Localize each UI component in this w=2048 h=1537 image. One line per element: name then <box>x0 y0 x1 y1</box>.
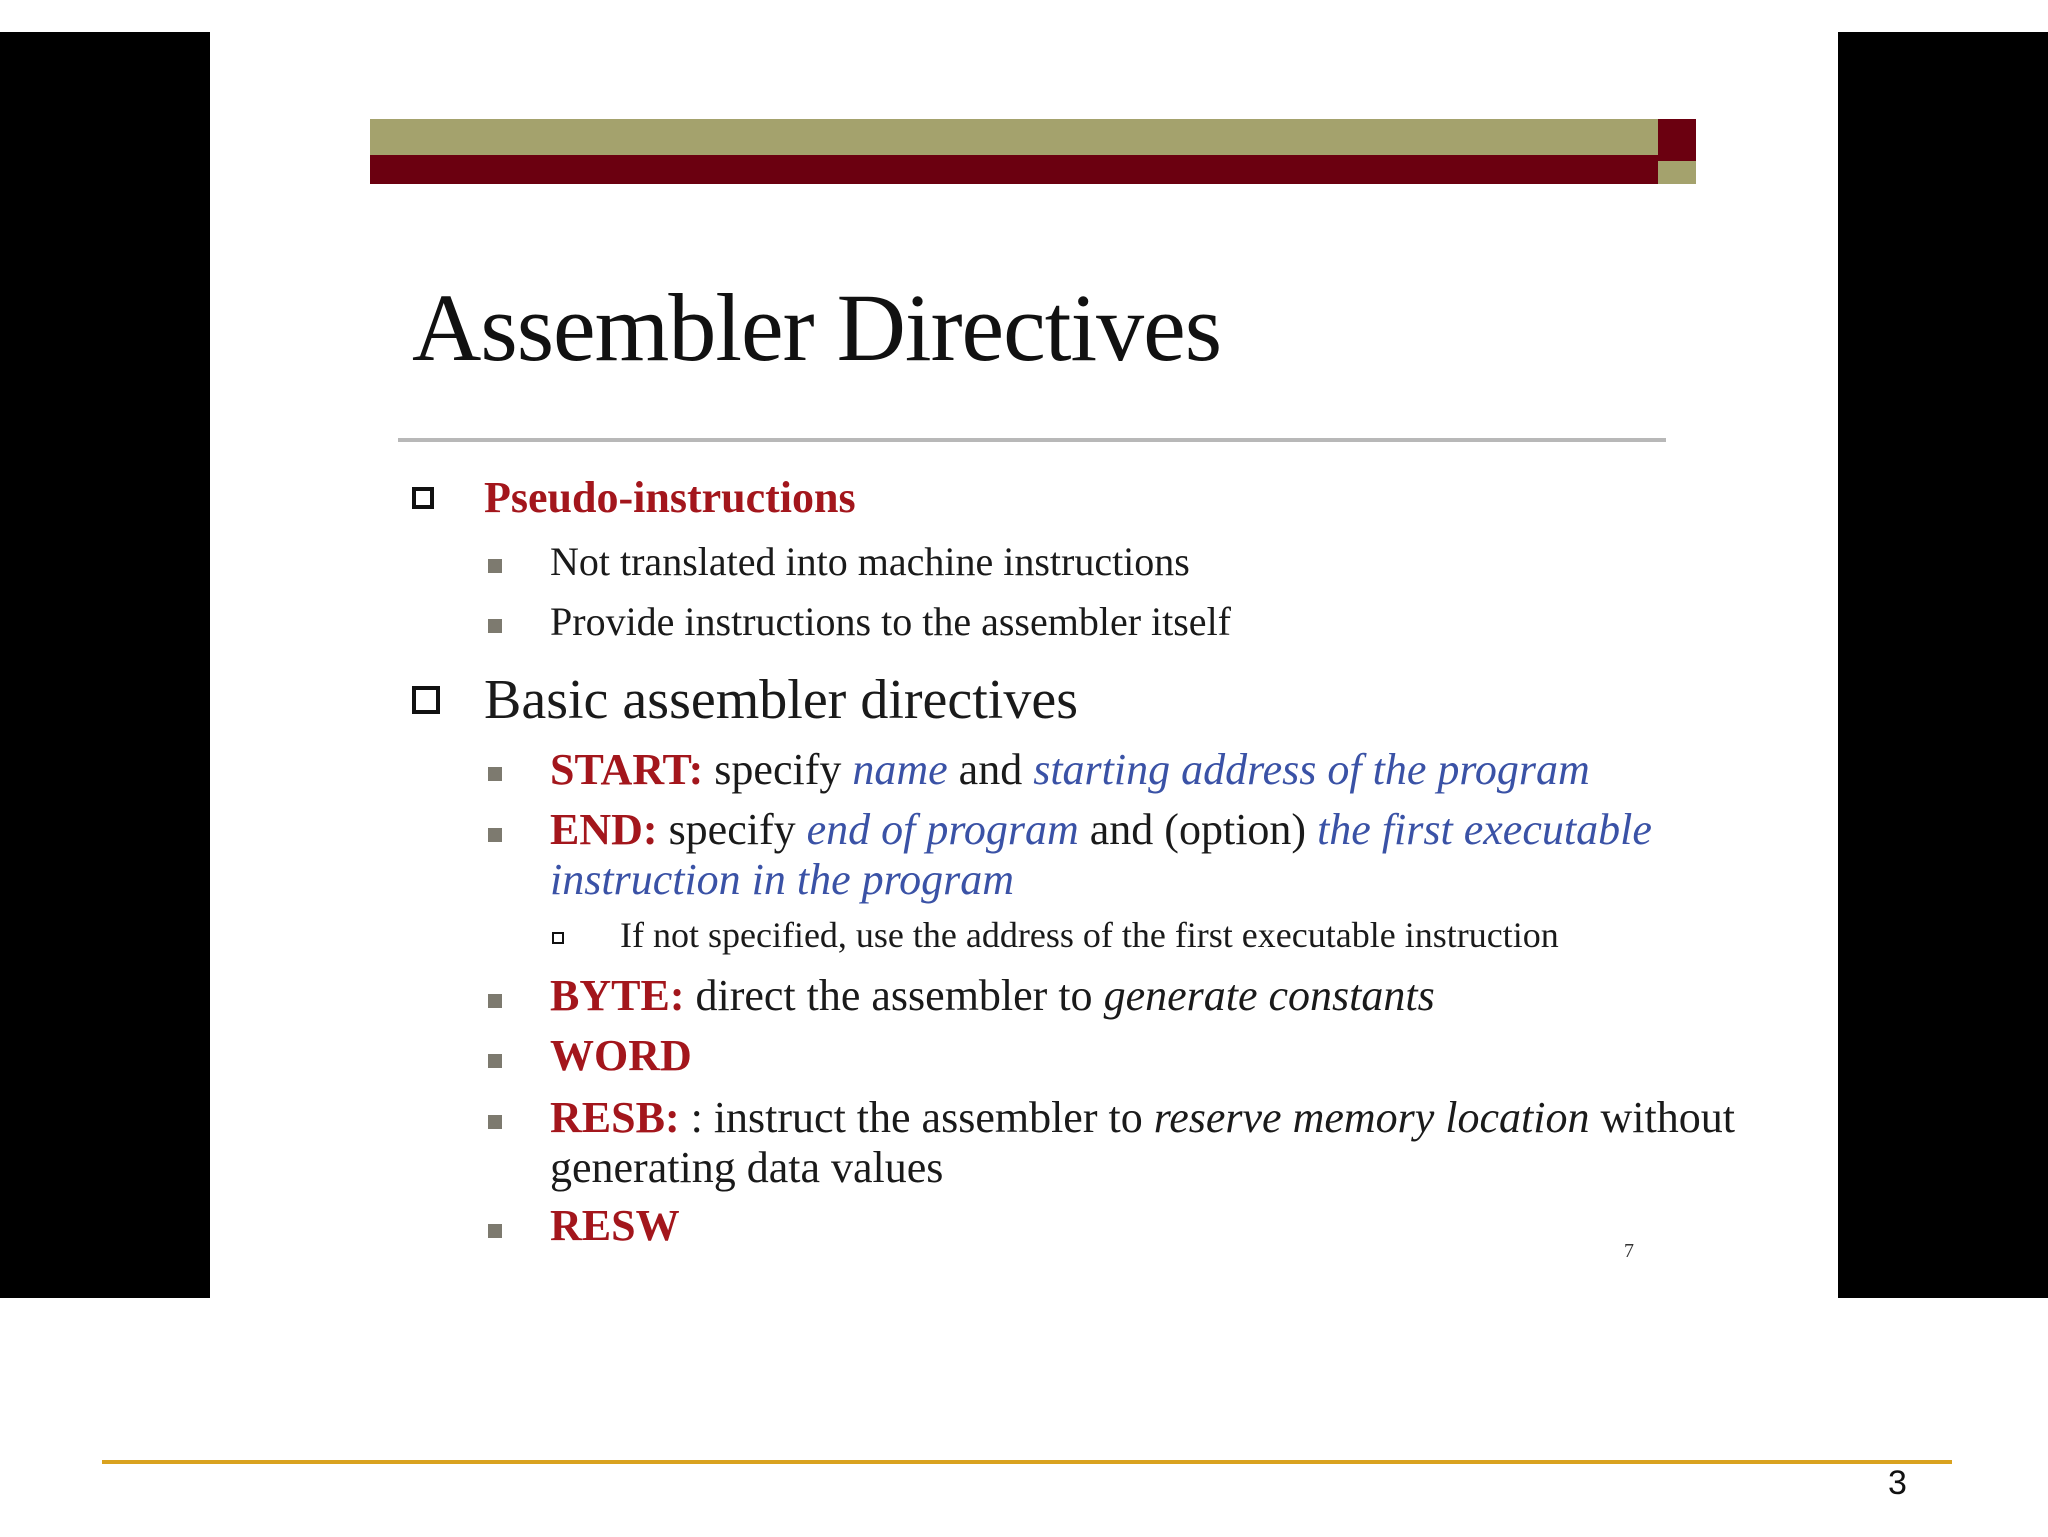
video-letterbox-right <box>1838 32 2048 1298</box>
header-banner-corner-maroon <box>1658 119 1696 161</box>
pseudo-instructions-label: Pseudo-instructions <box>484 473 856 522</box>
square-bullet-icon <box>488 1224 502 1238</box>
square-bullet-icon <box>488 619 502 633</box>
directive-word <box>550 1030 692 1081</box>
header-banner-corner-olive <box>1658 161 1696 184</box>
directive-start <box>550 744 1590 795</box>
pseudo-sub-1: Not translated into machine instructions <box>550 539 1190 584</box>
footer-page-number: 3 <box>1888 1464 1907 1502</box>
directive-resb-line2: generating data values <box>550 1143 944 1192</box>
directive-end-line2: instruction in the program <box>550 855 1015 904</box>
header-banner-olive <box>370 119 1658 155</box>
slide-number: 7 <box>1624 1240 1634 1262</box>
directive-text: direct the assembler to <box>684 971 1104 1020</box>
directive-text: : instruct the assembler to <box>679 1093 1154 1142</box>
directive-byte <box>550 970 1435 1021</box>
directive-emphasis: generate constants <box>1103 971 1435 1020</box>
basic-directives-label: Basic assembler directives <box>484 669 1079 731</box>
directive-text: specify <box>703 745 853 794</box>
square-bullet-icon <box>488 559 502 573</box>
directive-keyword: END: <box>550 805 658 854</box>
directive-keyword: RESW <box>550 1201 680 1250</box>
square-bullet-icon <box>488 994 502 1008</box>
slide-title: Assembler Directives <box>412 274 1222 381</box>
directive-keyword: RESB: <box>550 1093 680 1142</box>
directive-emphasis: name <box>852 745 948 794</box>
square-bullet-icon <box>488 767 502 781</box>
bullet-basic-directives <box>412 668 1078 732</box>
directive-emphasis: end of program <box>806 805 1079 854</box>
video-letterbox-left <box>0 32 210 1298</box>
slide-frame <box>210 32 1838 1298</box>
directive-text: without <box>1589 1093 1735 1142</box>
directive-text: and <box>947 745 1034 794</box>
directive-keyword: BYTE: <box>550 971 685 1020</box>
square-bullet-icon <box>488 1054 502 1068</box>
square-bullet-icon <box>488 1115 502 1129</box>
hollow-square-bullet-icon <box>412 686 440 714</box>
directive-end <box>550 804 1652 855</box>
directive-emphasis: the first executable <box>1317 805 1652 854</box>
directive-text: and (option) <box>1078 805 1318 854</box>
directive-keyword: START: <box>550 745 704 794</box>
small-hollow-bullet-icon <box>552 932 564 944</box>
directive-emphasis: starting address of the program <box>1033 745 1590 794</box>
bullet-pseudo-instructions <box>412 472 856 523</box>
directive-end-subnote: If not specified, use the address of the first executable instruction <box>620 915 1559 955</box>
directive-emphasis: reserve memory location <box>1153 1093 1590 1142</box>
hollow-square-bullet-icon <box>412 487 434 509</box>
title-divider <box>398 438 1666 442</box>
header-banner-maroon <box>370 155 1658 184</box>
footer-divider <box>102 1460 1952 1464</box>
directive-resb <box>550 1092 1735 1143</box>
directive-text: specify <box>657 805 807 854</box>
directive-keyword: WORD <box>550 1031 692 1080</box>
square-bullet-icon <box>488 828 502 842</box>
directive-resw <box>550 1200 680 1251</box>
pseudo-sub-2: Provide instructions to the assembler itself <box>550 599 1231 644</box>
